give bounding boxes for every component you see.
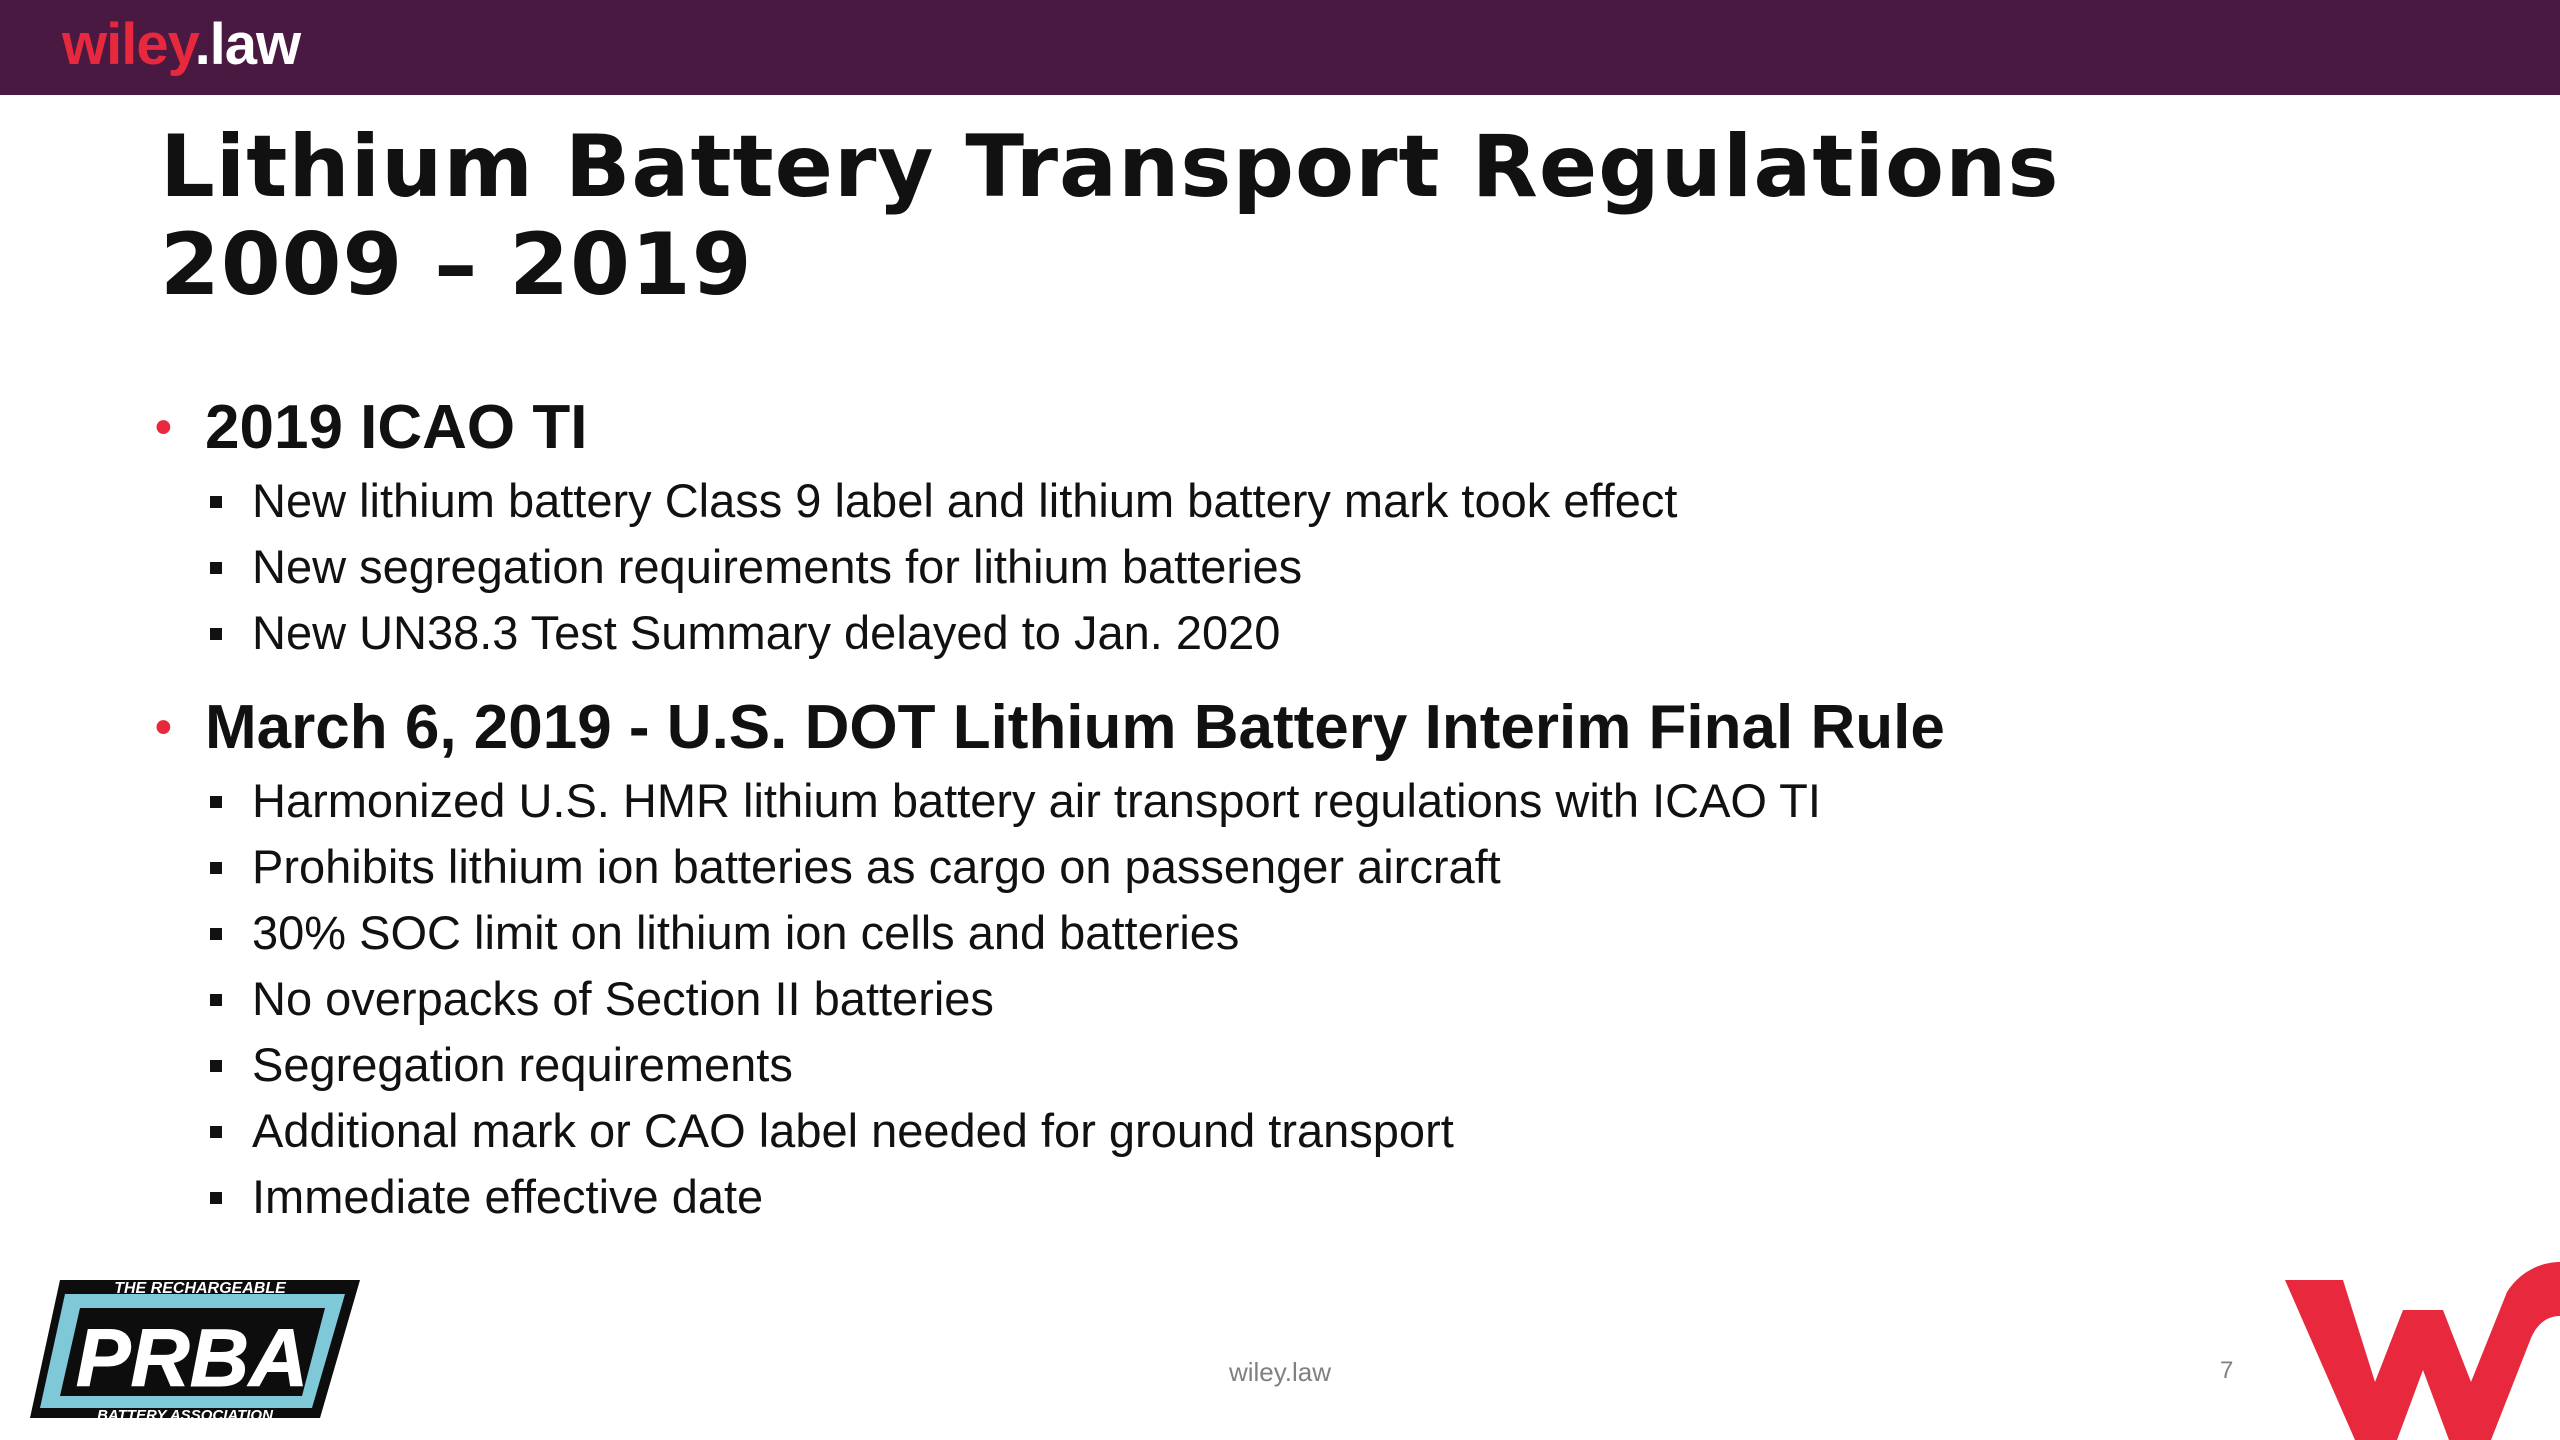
- list-item: [155, 966, 2355, 1032]
- square-bullet-icon: [210, 496, 222, 508]
- title-line-1: Lithium Battery Transport Regulations: [160, 117, 2060, 217]
- header-bar: [0, 0, 2560, 95]
- footer-url[interactable]: wiley.law: [1228, 1357, 1332, 1387]
- bullet-content: [155, 388, 2355, 1230]
- list-item-text: No overpacks of Section II batteries: [252, 972, 994, 1025]
- list-item-text: Immediate effective date: [252, 1170, 764, 1223]
- brand-law-text: .law: [194, 12, 301, 77]
- section-heading: [155, 688, 2355, 768]
- list-item-text: Additional mark or CAO label needed for ground transport: [252, 1104, 1454, 1157]
- list-item-text: Prohibits lithium ion batteries as cargo on passenger aircraft: [252, 840, 1501, 893]
- section-heading-text: 2019 ICAO TI: [205, 393, 588, 462]
- square-bullet-icon: [210, 1126, 222, 1138]
- list-item-text: Segregation requirements: [252, 1038, 793, 1091]
- section-heading: [155, 388, 2355, 468]
- square-bullet-icon: [210, 1192, 222, 1204]
- page-number: 7: [2220, 1357, 2234, 1384]
- list-item: [155, 1032, 2355, 1098]
- square-bullet-icon: [210, 562, 222, 574]
- square-bullet-icon: [210, 928, 222, 940]
- list-item: [155, 900, 2355, 966]
- list-item: [155, 834, 2355, 900]
- brand-wiley-text: wiley: [62, 12, 195, 77]
- title-line-2: 2009 – 2019: [160, 215, 753, 315]
- list-item: [155, 1164, 2355, 1230]
- list-item-text: New segregation requirements for lithium batteries: [252, 540, 1303, 593]
- wiley-w-logo-icon: [2285, 1262, 2560, 1440]
- section-icao: [155, 388, 2355, 666]
- prba-bottom-text: BATTERY ASSOCIATION: [97, 1407, 273, 1424]
- list-item: [155, 1098, 2355, 1164]
- list-item: [155, 768, 2355, 834]
- square-bullet-icon: [210, 862, 222, 874]
- section-heading-text: March 6, 2019 - U.S. DOT Lithium Battery Interim Final Rule: [205, 693, 1945, 762]
- bullet-dot-icon: •: [155, 701, 172, 754]
- bullet-dot-icon: •: [155, 401, 172, 454]
- square-bullet-icon: [210, 628, 222, 640]
- square-bullet-icon: [210, 994, 222, 1006]
- prba-main-text: PRBA: [75, 1313, 309, 1404]
- list-item-text: Harmonized U.S. HMR lithium battery air transport regulations with ICAO TI: [252, 774, 1821, 827]
- section-dot-rule: [155, 688, 2355, 1230]
- wiley-law-logo[interactable]: [62, 10, 300, 80]
- prba-logo: [20, 1268, 365, 1433]
- prba-top-text: THE RECHARGEABLE: [114, 1280, 286, 1297]
- slide-title: [160, 118, 2060, 314]
- square-bullet-icon: [210, 1060, 222, 1072]
- square-bullet-icon: [210, 796, 222, 808]
- list-item-text: New UN38.3 Test Summary delayed to Jan. 2020: [252, 606, 1281, 659]
- list-item: [155, 468, 2355, 534]
- list-item-text: 30% SOC limit on lithium ion cells and batteries: [252, 906, 1240, 959]
- list-item: [155, 600, 2355, 666]
- list-item-text: New lithium battery Class 9 label and lithium battery mark took effect: [252, 474, 1678, 527]
- list-item: [155, 534, 2355, 600]
